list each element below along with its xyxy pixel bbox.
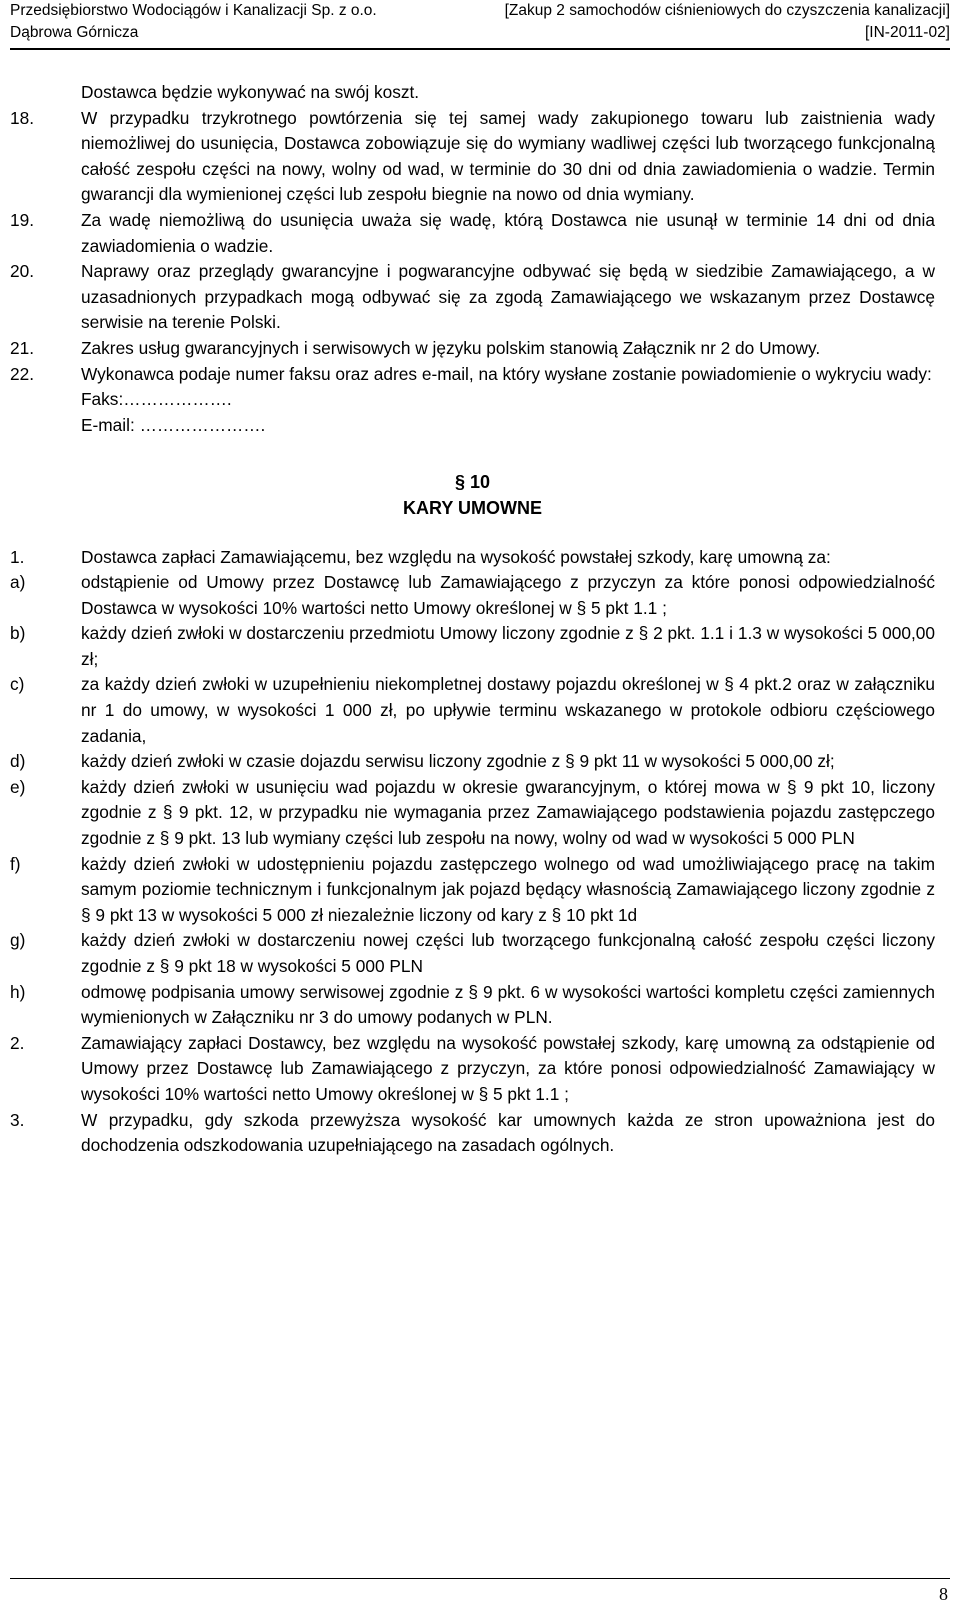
item-text: każdy dzień zwłoki w udostępnieniu pojazdu zastępczego wolnego od wad umożliwiającego pracę na takim samym poziomie technicznym i funkcjonalnym jak pojazd będący własnością Zamawiającego liczony zgodnie z § 9 pkt 13 w wysokości 5 000 zł niezależnie liczony od kary z § 10 pkt 1d (81, 853, 935, 925)
document-code: [IN-2011-02] (864, 24, 950, 41)
item-number: a) (10, 572, 26, 593)
list-item (10, 980, 935, 1031)
item-number: 18. (10, 107, 35, 128)
item-text: Zamawiający zapłaci Dostawcy, bez względu na wysokość powstałej szkody, karę umowną za odstąpienie od Umowy przez Dostawcę lub Zamawiającego z przyczyn, za które ponosi odpowiedzialność Zamawiający w wysokości 10% wartości netto Umowy określonej w § 5 pkt 1.1 ; (81, 1032, 935, 1104)
document-title: [Zakup 2 samochodów ciśnieniowych do czyszczenia kanalizacji] (504, 2, 950, 19)
list-item (10, 336, 935, 362)
list-item (10, 570, 935, 621)
list-item (10, 775, 935, 852)
list-item (10, 1108, 935, 1159)
item-text: Za wadę niemożliwą do usunięcia uważa się wadę, którą Dostawca nie usunął w terminie 14 dni od dnia zawiadomienia o wadzie. (81, 209, 935, 256)
company-name: Przedsiębiorstwo Wodociągów i Kanalizacji Sp. z o.o. (10, 2, 377, 19)
footer-divider (10, 1578, 950, 1579)
item-text: Naprawy oraz przeglądy gwarancyjne i pogwarancyjne odbywać się będą w siedzibie Zamawiającego, a w uzasadnionych przypadkach mogą odbywać się za zgodą Zamawiającego we wskazanym przez Dostawcę serwisie na terenie Polski. (81, 261, 935, 333)
item-number: 1. (10, 546, 25, 567)
item-text: każdy dzień zwłoki w dostarczeniu przedmiotu Umowy liczony zgodnie z § 2 pkt. 1.1 i 1.3 w wysokości 5 000,00 zł; (81, 623, 935, 669)
item-number: c) (10, 674, 25, 695)
list-item (10, 928, 935, 979)
spacer (10, 438, 935, 470)
item-number: g) (10, 930, 26, 951)
fax-line: Faks:………………. (81, 389, 232, 410)
section-number: § 10 (454, 472, 491, 493)
list-item (10, 749, 935, 775)
section-heading (10, 470, 935, 521)
list-item (10, 362, 935, 388)
item-text: W przypadku, gdy szkoda przewyższa wysokość kar umownych każda ze stron upoważniona jest do dochodzenia odszkodowania uzupełniającego na zasadach ogólnych. (81, 1109, 935, 1156)
item-text: Dostawca zapłaci Zamawiającemu, bez względu na wysokość powstałej szkody, karę umowną za: (81, 546, 831, 567)
item-number: h) (10, 981, 26, 1002)
list-item (10, 1031, 935, 1108)
item-text: odmowę podpisania umowy serwisowej zgodnie z § 9 pkt. 6 w wysokości wartości kompletu części zamiennych wymienionych w Załączniku nr 3 do umowy podanych w PLN. (81, 981, 935, 1028)
item-number: 19. (10, 209, 35, 230)
item-number: e) (10, 776, 26, 797)
item-number: 20. (10, 261, 35, 282)
list-item (10, 621, 935, 672)
item-number: 3. (10, 1109, 25, 1130)
document-body (10, 80, 935, 1159)
item-text: Wykonawca podaje numer faksu oraz adres e-mail, na który wysłane zostanie powiadomienie o wykryciu wady: (81, 363, 932, 384)
list-item (10, 545, 935, 571)
item-text: każdy dzień zwłoki w usunięciu wad pojazdu w okresie gwarancyjnym, o której mowa w § 9 pkt 10, liczony zgodnie z § 9 pkt. 12, w przypadku nie wymagania przez Zamawiającego podstawienia pojazdu zastępczego zgodnie z § 9 pkt. 13 lub wymiany części lub zespołu na nowy, wolny od wad w wysokości 5 000 PLN (81, 776, 935, 849)
item-number: 2. (10, 1032, 25, 1053)
list-item (10, 208, 935, 259)
section-title: KARY UMOWNE (403, 497, 542, 518)
item-text: W przypadku trzykrotnego powtórzenia się tej samej wady zakupionego towaru lub zaistnienia wady niemożliwej do usunięcia, Dostawca zobowiązuje się do wymiany wadliwej części lub tworzącego funkcjonalną całość zespołu części na nowy, wolny od wad, w terminie do 30 dni od dnia zawiadomienia o wadzie. Termin gwarancji dla wymienionej części lub zespołu biegnie na nowo od dnia wymiany. (81, 107, 935, 205)
item-number: f) (10, 853, 21, 874)
intro-line: Dostawca będzie wykonywać na swój koszt. (81, 82, 420, 102)
item-text: każdy dzień zwłoki w czasie dojazdu serwisu liczony zgodnie z § 9 pkt 11 w wysokości 5 000,00 zł; (81, 751, 835, 772)
item-number: b) (10, 623, 26, 644)
email-line: E-mail: …………………. (81, 414, 266, 435)
list-item (10, 852, 935, 929)
list-item (10, 672, 935, 749)
item-text: Zakres usług gwarancyjnych i serwisowych w języku polskim stanowią Załącznik nr 2 do Umowy. (81, 337, 821, 358)
header-row-2 (10, 22, 950, 44)
page-number: 8 (939, 1584, 948, 1604)
item-number: 22. (10, 363, 35, 384)
item-number: d) (10, 751, 26, 772)
item-text: odstąpienie od Umowy przez Dostawcę lub Zamawiającego z przyczyn za które ponosi odpowiedzialność Dostawca w wysokości 10% wartości netto Umowy określonej w § 5 pkt 1.1 ; (81, 572, 935, 618)
company-city: Dąbrowa Górnicza (10, 24, 139, 41)
item-number: 21. (10, 337, 35, 358)
page-header (10, 0, 950, 50)
header-row-1 (10, 0, 950, 22)
item-text: za każdy dzień zwłoki w uzupełnieniu niekompletnej dostawy pojazdu określonej w § 4 pkt.2 oraz w załączniku nr 1 do umowy, w wysokości 1 000 zł, po upływie terminu wskazanego w protokole odbioru częściowego zadania, (81, 674, 935, 746)
item-text: każdy dzień zwłoki w dostarczeniu nowej części lub tworzącego funkcjonalną całość zespołu części liczony zgodnie z § 9 pkt 18 w wysokości 5 000 PLN (81, 930, 935, 976)
list-item (10, 106, 935, 208)
list-item (10, 259, 935, 336)
